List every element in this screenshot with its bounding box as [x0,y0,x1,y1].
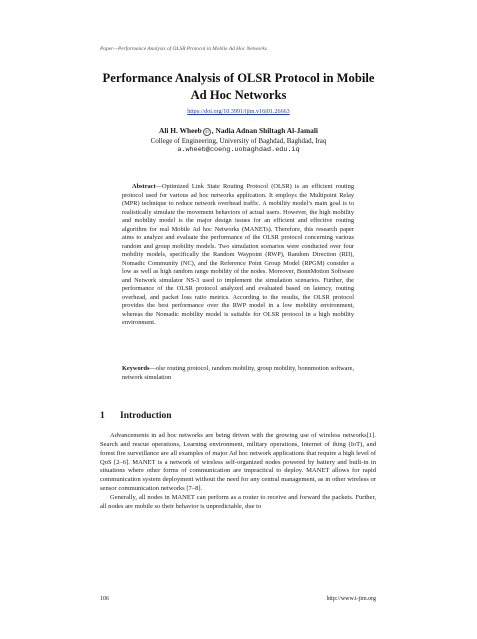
keywords [122,365,354,382]
orcid-icon[interactable]: iD [204,129,209,134]
page-number: 106 [100,596,109,602]
author-line [60,126,417,136]
footer-url[interactable]: http://www.i-jim.org [326,596,376,602]
paper-title-line-2: Ad Hoc Networks [190,88,287,102]
author-second: , Nadia Adnan Shiltagh Al-Jamali [211,126,318,135]
body-paragraph-2: Generally, all nodes in MANET can perform as a router to receive and forward the packets. Further, all nodes are mobile so their behavior is unpredictable, due to [100,493,376,510]
section-title: Introduction [120,411,172,421]
body-paragraph-1: Advancements in ad hoc networks are being driven with the growing use of wireless networks[1]. Search and rescue operations, Learning environment, military operations, Internet of thing (IoT), and forest fire surveillance are all examples of major Ad hoc network applications that require a high level of QoS [2–6]. MANET is a network of wireless self-organized nodes powered by battery and built-in in situations where other forms of communication are impractical to deploy. MANET allows for rapid communication system deployment without the need for any central management, as in other wireless or sensor communication networks [7–8]. [100,432,376,493]
author-affiliation: College of Engineering, University of Baghdad, Baghdad, Iraq [150,137,327,145]
keywords-label: Keywords [122,365,150,372]
paper-title-line-1: Performance Analysis of OLSR Protocol in Mobile [102,71,375,85]
paper-title [60,70,417,104]
abstract [122,183,354,328]
abstract-label: Abstract [132,183,156,190]
doi-link[interactable]: https://doi.org/10.3991/ijim.v16i01.26663 [187,109,290,115]
author-first: Ali H. Wheeb [159,126,202,135]
body-text [100,432,376,512]
author-email[interactable]: a.wheeb@coeng.uobaghdad.edu.iq [177,146,300,154]
running-head: Paper—Performance Analysis of OLSR Protocol in Mobile Ad Hoc Networks [100,46,267,52]
keywords-text: —olsr routing protocol, random mobility, group mobility, bonnmotion software, network simulation [122,365,354,381]
abstract-text: —Optimized Link State Routing Protocol (OLSR) is an efficient routing protocol used for various ad hoc networks application. It employs the Multipoint Relay (MPR) technique to reduce network overhead traffic. A mobility model’s main goal is to realistically simulate the movement behaviors of actual users. However, the high mobility and mobility model is the major design issues for an efficient and effective routing algorithm for real Mobile Ad hoc Networks (MANETs). Therefore, this research paper aims to analyze and evaluate the performance of the OLSR protocol concerning various random and group mobility models. Two simulation scenarios were conducted over four mobility models, specifically the Random Waypoint (RWP), Random Direction (RD), Nomadic Community (NC), and the Reference Point Group Model (RPGM) consider a low as well as high random range mobility of the nodes. Moreover, BonnMotion Software and Network simulator NS-3 used to implement the simulation scenarios. Further, the performance of the OLSR protocol analyzed and evaluated based on latency, routing overhead, and packet loss ratio metrics. According to the results, the OLSR protocol provides the best performance over the RWP model in a low mobility environment, whereas the Nomadic mobility model is suitable for OLSR protocol in a high mobility environment. [122,183,354,326]
section-number: 1 [100,411,105,421]
section-heading [100,411,172,421]
